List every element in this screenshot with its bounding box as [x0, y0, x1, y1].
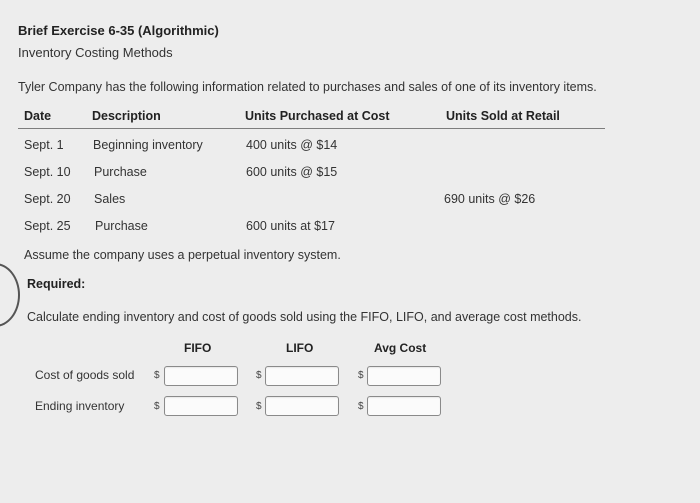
instruction-text: Calculate ending inventory and cost of goods sold using the FIFO, LIFO, and average cost methods. — [27, 310, 582, 324]
cogs-avg-cost-input[interactable] — [367, 366, 441, 386]
col-header-description: Description — [92, 109, 161, 123]
ending-inventory-fifo-input[interactable] — [164, 396, 238, 416]
currency-symbol: $ — [358, 370, 364, 381]
intro-text: Tyler Company has the following information related to purchases and sales of one of its inventory items. — [18, 80, 597, 94]
row-description: Purchase — [95, 219, 148, 233]
col-header-units-sold: Units Sold at Retail — [446, 109, 560, 123]
answer-col-avg-cost: Avg Cost — [374, 341, 427, 355]
row-date: Sept. 1 — [24, 138, 64, 152]
required-label: Required: — [27, 277, 86, 291]
currency-symbol: $ — [256, 401, 262, 412]
row-date: Sept. 20 — [24, 192, 71, 206]
currency-symbol: $ — [256, 370, 262, 381]
required-bracket — [0, 263, 20, 327]
answer-row-label-ending-inventory: Ending inventory — [35, 399, 125, 413]
row-purchased: 600 units at $17 — [246, 219, 335, 233]
currency-symbol: $ — [154, 370, 160, 381]
row-purchased: 600 units @ $15 — [246, 165, 338, 179]
row-date: Sept. 25 — [24, 219, 71, 233]
row-date: Sept. 10 — [24, 165, 71, 179]
row-description: Purchase — [94, 165, 147, 179]
row-description: Sales — [94, 192, 126, 206]
answer-col-fifo: FIFO — [184, 341, 212, 355]
cogs-lifo-input[interactable] — [265, 366, 339, 386]
answer-row-label-cogs: Cost of goods sold — [35, 368, 135, 382]
row-purchased: 400 units @ $14 — [246, 138, 338, 152]
col-header-date: Date — [24, 109, 52, 123]
currency-symbol: $ — [154, 401, 160, 412]
exercise-subtitle: Inventory Costing Methods — [18, 45, 173, 60]
exercise-title: Brief Exercise 6-35 (Algorithmic) — [18, 23, 219, 38]
answer-col-lifo: LIFO — [286, 341, 314, 355]
cogs-fifo-input[interactable] — [164, 366, 238, 386]
table-header-rule — [18, 128, 605, 129]
currency-symbol: $ — [358, 401, 364, 412]
ending-inventory-lifo-input[interactable] — [265, 396, 339, 416]
assumption-text: Assume the company uses a perpetual inventory system. — [24, 248, 341, 262]
ending-inventory-avg-cost-input[interactable] — [367, 396, 441, 416]
row-sold: 690 units @ $26 — [444, 192, 536, 206]
row-description: Beginning inventory — [93, 138, 203, 152]
col-header-units-purchased: Units Purchased at Cost — [245, 109, 390, 123]
